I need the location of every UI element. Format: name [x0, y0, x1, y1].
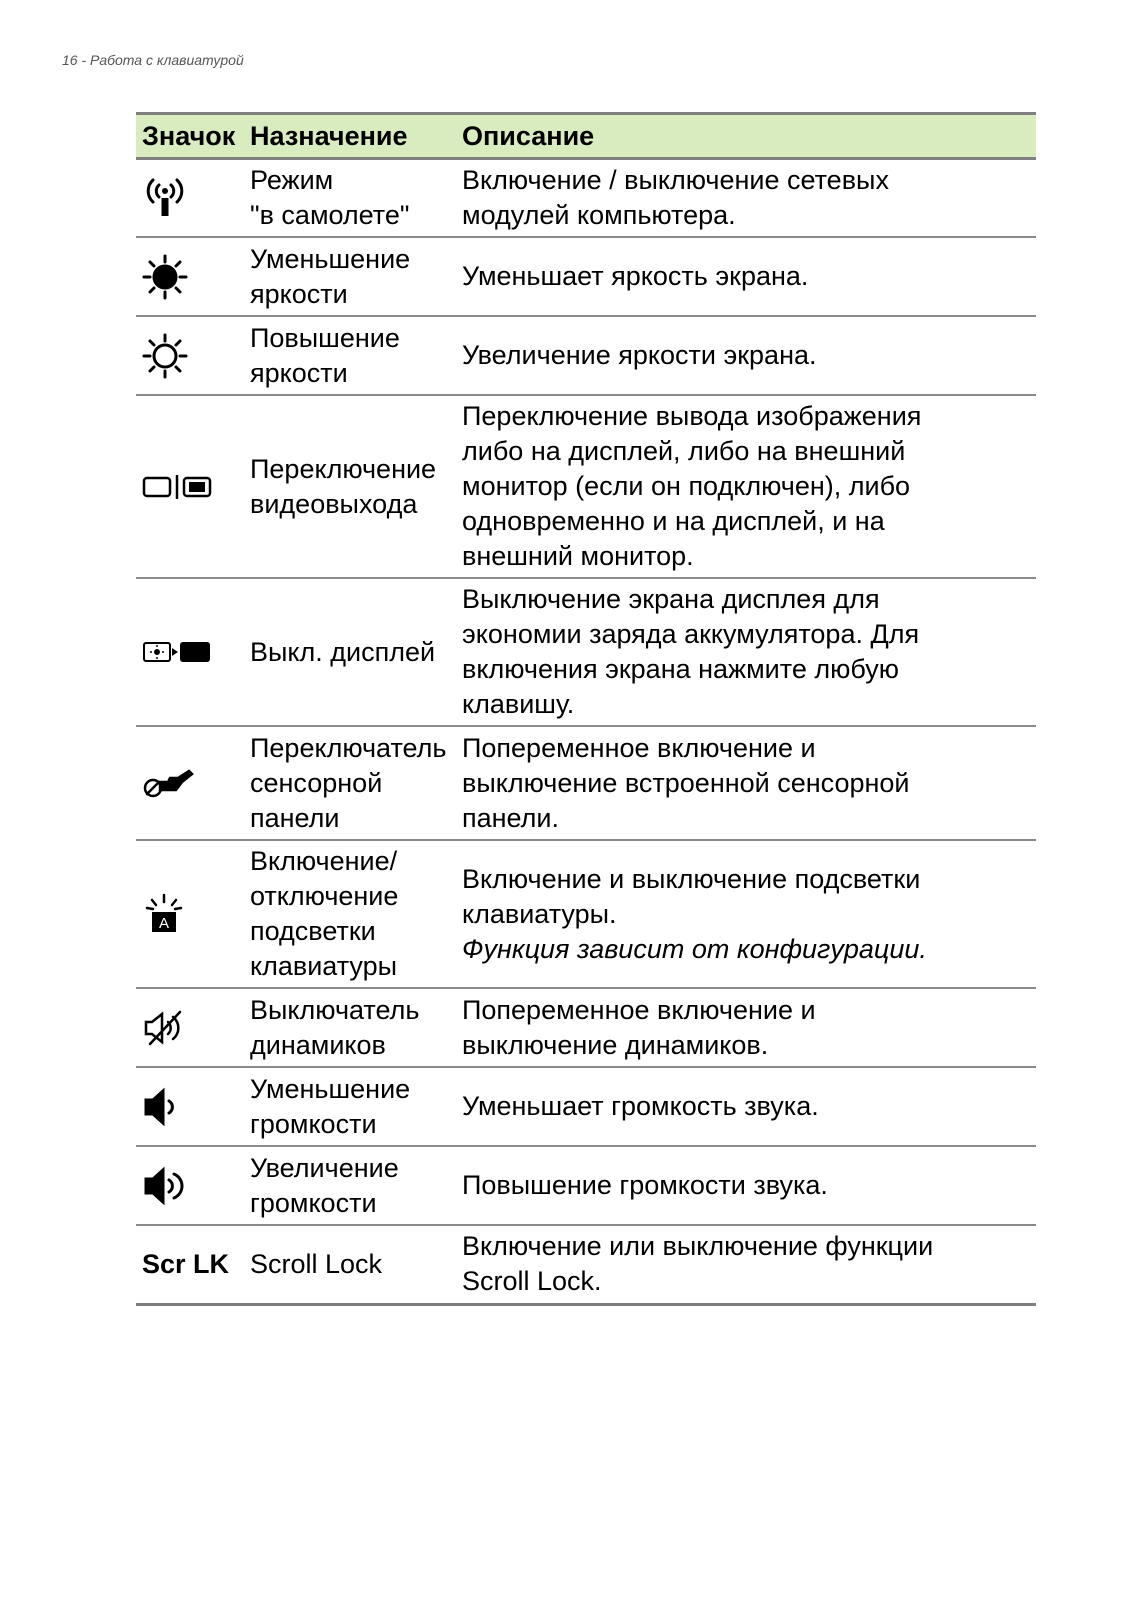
purpose-line: яркости — [250, 357, 348, 388]
description-line: клавишу. — [462, 689, 575, 719]
purpose-cell — [244, 726, 456, 840]
purpose-line: Переключатель — [250, 732, 447, 763]
purpose-line: "в самолете" — [250, 200, 410, 230]
table-row — [136, 1067, 1036, 1146]
table-row — [136, 395, 1036, 578]
icon-cell — [136, 1146, 244, 1225]
display-toggle-icon — [142, 472, 238, 502]
icon-cell — [136, 1067, 244, 1146]
purpose-cell — [244, 840, 456, 988]
description-line: клавиатуры. — [462, 898, 617, 929]
description-line: Scroll Lock. — [462, 1266, 602, 1297]
purpose-line: Увеличение — [250, 1152, 399, 1183]
description-line: Переключение вывода изображения — [462, 401, 922, 431]
description-line: выключение динамиков. — [462, 1029, 769, 1060]
description-cell — [456, 1067, 1036, 1146]
volume-down-icon — [142, 1087, 238, 1127]
description-line: либо на дисплей, либо на внешний — [462, 436, 906, 466]
purpose-cell — [244, 1225, 456, 1304]
icon-cell — [136, 395, 244, 578]
description-line: включения экрана нажмите любую — [462, 654, 899, 684]
purpose-line: яркости — [250, 278, 348, 309]
description-line: панели. — [462, 802, 560, 833]
purpose-line: динамиков — [250, 1029, 386, 1060]
description-line: Уменьшает громкость звука. — [462, 1091, 819, 1121]
speaker-mute-icon — [142, 1008, 238, 1048]
purpose-line: подсветки — [250, 916, 376, 946]
description-cell — [456, 316, 1036, 395]
icon-cell — [136, 726, 244, 840]
purpose-line: Включение/ — [250, 846, 398, 876]
column-header-icon: Значок — [136, 114, 244, 159]
purpose-cell — [244, 159, 456, 238]
description-cell — [456, 578, 1036, 726]
purpose-line: клавиатуры — [250, 951, 398, 981]
description-cell — [456, 988, 1036, 1067]
table-row — [136, 237, 1036, 316]
volume-up-icon — [142, 1166, 238, 1206]
touchpad-toggle-icon — [142, 766, 238, 800]
table-row — [136, 316, 1036, 395]
purpose-line: Scroll Lock — [250, 1248, 383, 1279]
airplane-mode-icon — [142, 178, 238, 218]
icon-cell — [136, 988, 244, 1067]
table-row — [136, 159, 1036, 238]
purpose-line: панели — [250, 802, 340, 833]
purpose-line: видеовыхода — [250, 488, 418, 519]
icon-cell — [136, 159, 244, 238]
purpose-line: громкости — [250, 1108, 377, 1139]
description-line: модулей компьютера. — [462, 200, 736, 230]
description-line: Попеременное включение и — [462, 994, 816, 1025]
table-row — [136, 988, 1036, 1067]
description-cell — [456, 395, 1036, 578]
purpose-cell — [244, 1067, 456, 1146]
icon-cell — [136, 316, 244, 395]
column-header-purpose: Назначение — [244, 114, 456, 159]
description-line: Увеличение яркости экрана. — [462, 340, 817, 370]
hotkey-table — [136, 112, 1036, 1306]
purpose-line: громкости — [250, 1187, 377, 1218]
brightness-down-icon — [142, 254, 238, 300]
description-line: Выключение экрана дисплея для — [462, 584, 880, 614]
table-row — [136, 726, 1036, 840]
purpose-line: Повышение — [250, 322, 400, 353]
description-line: Включение и выключение подсветки — [462, 863, 921, 894]
description-line: Повышение громкости звука. — [462, 1170, 828, 1200]
icon-cell — [136, 237, 244, 316]
column-header-description: Описание — [456, 114, 1036, 159]
table-row — [136, 840, 1036, 988]
table-row — [136, 578, 1036, 726]
display-off-icon — [142, 639, 238, 665]
configuration-note: Функция зависит от конфигурации. — [462, 933, 927, 964]
description-cell — [456, 840, 1036, 988]
description-line: Включение или выключение функции — [462, 1231, 934, 1262]
icon-cell — [136, 578, 244, 726]
purpose-line: Уменьшение — [250, 1073, 411, 1104]
description-cell — [456, 1146, 1036, 1225]
purpose-cell — [244, 316, 456, 395]
purpose-cell — [244, 237, 456, 316]
scroll-lock-key-label: Scr LK — [142, 1248, 230, 1279]
purpose-cell — [244, 578, 456, 726]
purpose-line: Выключатель — [250, 994, 420, 1025]
description-cell — [456, 726, 1036, 840]
description-line: выключение встроенной сенсорной — [462, 767, 910, 798]
description-cell — [456, 1225, 1036, 1304]
table-header-row — [136, 114, 1036, 159]
description-line: монитор (если он подключен), либо — [462, 471, 911, 501]
table-row — [136, 1225, 1036, 1304]
purpose-line: отключение — [250, 881, 399, 911]
keyboard-backlight-icon — [142, 892, 238, 936]
backlight-key-letter: A — [158, 915, 170, 932]
description-line: одновременно и на дисплей, и на — [462, 506, 885, 536]
purpose-line: Выкл. дисплей — [250, 636, 436, 667]
description-line: Уменьшает яркость экрана. — [462, 261, 809, 291]
purpose-line: Режим — [250, 165, 334, 195]
icon-cell — [136, 840, 244, 988]
purpose-cell — [244, 395, 456, 578]
purpose-line: Уменьшение — [250, 243, 411, 274]
description-cell — [456, 237, 1036, 316]
purpose-cell — [244, 988, 456, 1067]
description-line: Включение / выключение сетевых — [462, 165, 889, 195]
brightness-up-icon — [142, 333, 238, 379]
icon-cell — [136, 1225, 244, 1304]
description-line: внешний монитор. — [462, 541, 694, 571]
purpose-line: сенсорной — [250, 767, 383, 798]
purpose-cell — [244, 1146, 456, 1225]
description-line: экономии заряда аккумулятора. Для — [462, 619, 920, 649]
description-line: Попеременное включение и — [462, 732, 816, 763]
page-header: 16 - Работа с клавиатурой — [62, 52, 244, 68]
description-cell — [456, 159, 1036, 238]
table-row — [136, 1146, 1036, 1225]
purpose-line: Переключение — [250, 453, 437, 484]
